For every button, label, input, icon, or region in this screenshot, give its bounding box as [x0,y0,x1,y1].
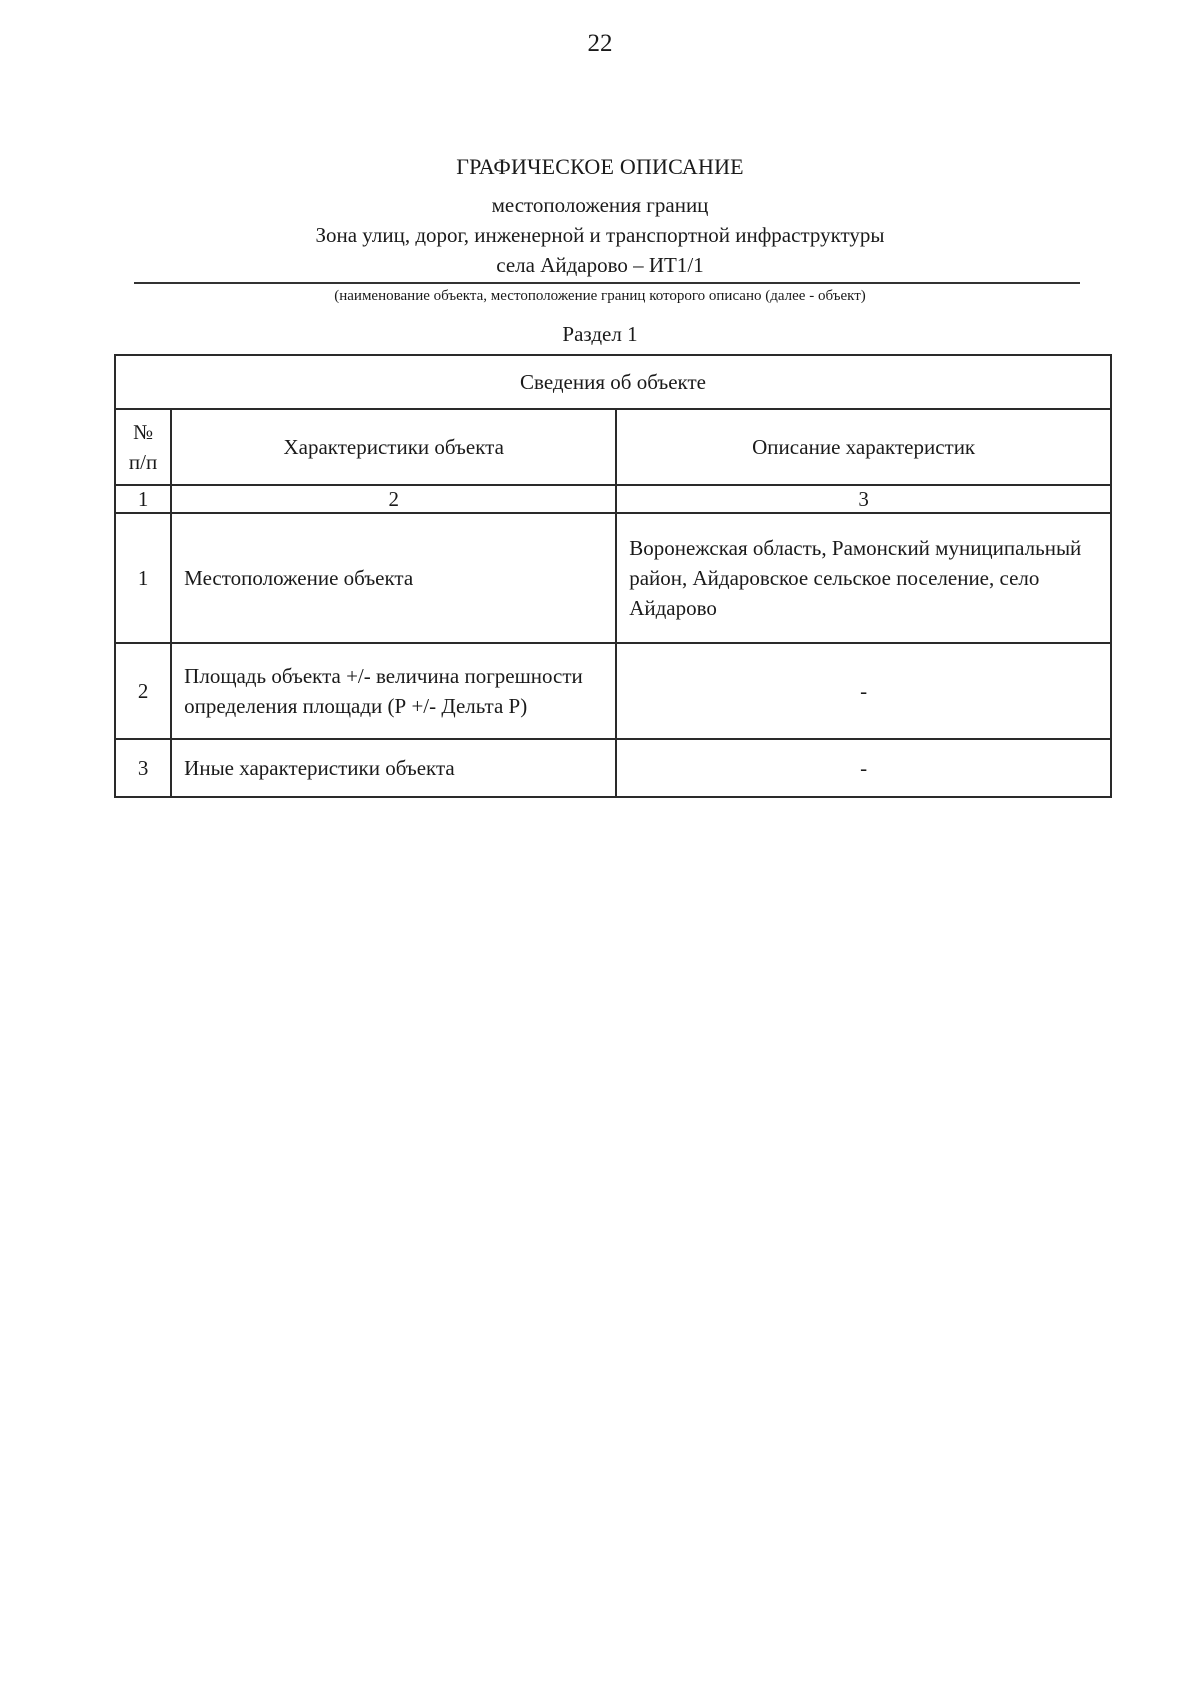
object-info-table [114,354,1112,798]
row-number: 2 [115,643,171,739]
table-row [115,643,1111,739]
row-description: - [616,643,1111,739]
title-block [0,152,1200,280]
document-title: ГРАФИЧЕСКОЕ ОПИСАНИЕ [456,154,744,179]
row-number: 1 [115,513,171,643]
column-number: 3 [616,485,1111,513]
column-number: 2 [171,485,616,513]
table-header-row [115,409,1111,485]
table-row [115,739,1111,797]
title-underline [134,282,1080,284]
table-row [115,513,1111,643]
object-name-line-2: села Айдарово – ИТ1/1 [496,253,704,277]
row-characteristic: Площадь объекта +/- величина погрешности определения площади (Р +/- Дельта Р) [171,643,616,739]
column-header-description: Описание характеристик [616,409,1111,485]
object-caption: (наименование объекта, местоположение границ которого описано (далее - объект) [334,288,866,304]
row-characteristic: Местоположение объекта [171,513,616,643]
table-caption-row [115,355,1111,409]
table-caption: Сведения об объекте [115,355,1111,409]
page-number: 22 [587,30,613,57]
document-subtitle: местоположения границ [491,193,709,217]
row-description: Воронежская область, Рамонский муниципальный район, Айдаровское сельское поселение, село Айдарово [616,513,1111,643]
column-header-num: № п/п [115,409,171,485]
row-number: 3 [115,739,171,797]
object-name-line-1: Зона улиц, дорог, инженерной и транспортной инфраструктуры [315,223,885,247]
column-number: 1 [115,485,171,513]
column-header-characteristic: Характеристики объекта [171,409,616,485]
column-number-row [115,485,1111,513]
section-label: Раздел 1 [562,322,638,346]
row-description: - [616,739,1111,797]
row-characteristic: Иные характеристики объекта [171,739,616,797]
